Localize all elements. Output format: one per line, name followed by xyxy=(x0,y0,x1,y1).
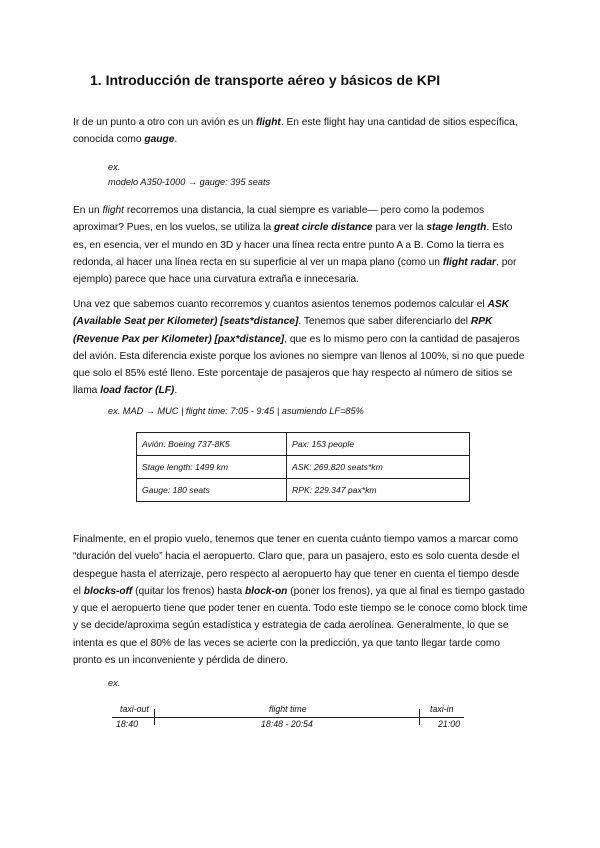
timeline-divider xyxy=(419,709,420,725)
table-cell: ASK: 269.820 seats*km xyxy=(287,456,470,479)
timeline-label-taxi-in: taxi-in xyxy=(430,704,454,714)
kpi-table xyxy=(136,432,470,502)
table-cell: RPK: 229.347 pax*km xyxy=(287,479,470,502)
table-cell: Stage length: 1499 km xyxy=(137,456,287,479)
example-label: ex. xyxy=(108,162,121,172)
paragraph-block-time: Finalmente, en el propio vuelo, tenemos que tener en cuenta cuánto tiempo vamos a marcar como “duración del vuelo” hacia el aeropuerto. Claro que, para un pasajero, esto es solo cuenta desde el despegue hasta el aterrizaje, pero respecto al aeropuerto hay que tener en cuenta el tiempo desde el blocks-off (quitar los frenos) hasta block-on (poner los frenos), ya que al final es tiempo gastado y que el aeropuerto tiene que poder tener en cuenta. Todo este tiempo se le conoce como block time y se decide/aproxima según estadística y estrategia de cada aerolínea. Generalmente, lo que se intenta es que el 80% de las veces se acierte con la predicción, ya que tanto llegar tarde como pronto es un inconveniente y pérdida de dinero. xyxy=(73,534,528,667)
timeline-label-taxi-out: taxi-out xyxy=(120,704,149,714)
paragraph-ask-rpk: Una vez que sabemos cuanto recorremos y cuantos asientos tenemos podemos calcular el ASK (Available Seat per Kilometer) [seats*distance]. Tenemos que saber diferenciarlo del RPK (Revenue Pax per Kilometer) [pax*distance], que es lo mismo pero con la cantidad de pasajeros del avión. Esta diferencia existe porque los aviones no siempre van llenos al 100%, si no que puede que solo el 85% esté lleno. Este porcentaje de pasajeros que hay respecto al número de sitios se llama load factor (LF). xyxy=(73,299,525,397)
example-label-timeline: ex. xyxy=(108,678,121,688)
timeline-time-taxi-in: 21:00 xyxy=(438,719,461,729)
section-heading: 1. Introducción de transporte aéreo y básicos de KPI xyxy=(90,72,441,88)
table-cell: Gauge: 180 seats xyxy=(137,479,287,502)
table-cell: Avión: Boeing 737-8K5 xyxy=(137,433,287,456)
example-mad-muc: ex. MAD → MUC | flight time: 7:05 - 9:45 | asumiendo LF=85% xyxy=(108,406,364,416)
timeline-label-flight-time: flight time xyxy=(269,704,307,714)
paragraph-distance: En un flight recorremos una distancia, la cual siempre es variable— pero como la podemos aproximar? Pues, en los vuelos, se utiliza la great circle distance para ver la stage length. Esto es, en esencia, ver el mundo en 3D y hacer una línea recta entre punto A a B. Como la tierra es redonda, al hacer una línea recta en su superficie al ver un mapa plano (como un flight radar, por ejemplo) parece que hace una curvatura extraña e innecesaria. xyxy=(73,205,517,286)
timeline-time-flight: 18:48 - 20:54 xyxy=(261,719,313,729)
table-row xyxy=(137,456,470,479)
timeline-axis xyxy=(112,717,464,718)
block-time-timeline xyxy=(112,704,464,734)
paragraph-flight-gauge: Ir de un punto a otro con un avión es un flight. En este flight hay una cantidad de sitios específica, conocida como gauge. xyxy=(73,117,518,146)
timeline-divider xyxy=(154,709,155,725)
table-cell: Pax: 153 people xyxy=(287,433,470,456)
timeline-time-taxi-out: 18:40 xyxy=(116,719,139,729)
table-row xyxy=(137,479,470,502)
example-gauge: modelo A350-1000 → gauge: 395 seats xyxy=(108,177,271,187)
table-row xyxy=(137,433,470,456)
